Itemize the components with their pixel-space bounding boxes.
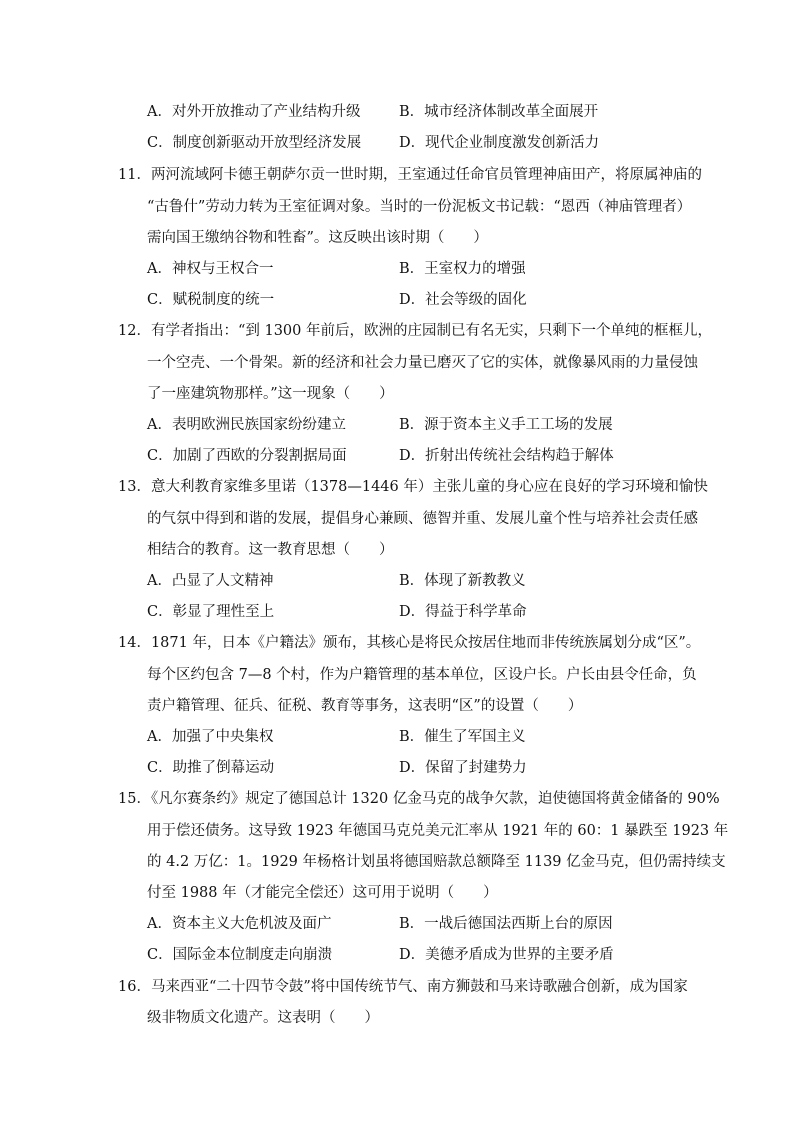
question-14-stem-line-2: 每个区约包含 7—8 个村，作为户籍管理的基本单位，区设户长。户长由县令任命，负 [147, 667, 697, 683]
option-12-c: C．加剧了西欧的分裂割据局面 [147, 448, 347, 464]
option-15-a: A．资本主义大危机波及面广 [147, 916, 332, 932]
question-14-stem-line-3: 责户籍管理、征兵、征税、教育等事务，这表明“区”的设置（ ） [147, 698, 583, 714]
option-11-c: C．赋税制度的统一 [147, 292, 275, 308]
option-10-d: D．现代企业制度激发创新活力 [399, 135, 600, 151]
option-10-b: B．城市经济体制改革全面展开 [399, 104, 599, 120]
option-15-d: D．美德矛盾成为世界的主要矛盾 [399, 947, 614, 963]
question-16-stem-line-2: 级非物质文化遗产。这表明（ ） [147, 1010, 379, 1026]
option-14-d: D．保留了封建势力 [399, 760, 527, 776]
option-12-b: B．源于资本主义手工工场的发展 [399, 417, 613, 433]
option-11-d: D．社会等级的固化 [399, 292, 527, 308]
option-11-b: B．王室权力的增强 [399, 261, 526, 277]
option-15-b: B．一战后德国法西斯上台的原因 [399, 916, 613, 932]
question-15-stem-line-4: 付至 1988 年（才能完全偿还）这可用于说明（ ） [147, 885, 498, 901]
question-11-stem-line-3: 需向国王缴纳谷物和牲畜”。这反映出该时期（ ） [147, 230, 488, 246]
option-12-a: A．表明欧洲民族国家纷纷建立 [147, 417, 346, 433]
question-15-stem-line-2: 用于偿还债务。这导致 1923 年德国马克兑美元汇率从 1921 年的 60：1 暴跌至 1923 年 [147, 823, 729, 839]
question-16-stem-line-1: 16．马来西亚“二十四节令鼓”将中国传统节气、南方狮鼓和马来诗歌融合创新，成为国家 [118, 979, 688, 995]
question-12-stem-line-1: 12．有学者指出：“到 1300 年前后，欧洲的庄园制已有名无实，只剩下一个单纯的框框儿， [118, 323, 712, 339]
question-12-stem-line-2: 一个空壳、一个骨架。新的经济和社会力量已磨灭了它的实体，就像暴风雨的力量侵蚀 [147, 355, 698, 371]
question-13-stem-line-2: 的气氛中得到和谐的发展，提倡身心兼顾、德智并重、发展儿童个性与培养社会责任感 [147, 511, 698, 527]
question-13-stem-line-3: 相结合的教育。这一教育思想（ ） [147, 542, 394, 558]
option-13-b: B．体现了新教教义 [399, 573, 526, 589]
question-11-stem-line-1: 11．两河流域阿卡德王朝萨尔贡一世时期，王室通过任命官员管理神庙田产，将原属神庙的 [118, 167, 702, 183]
question-12-stem-line-3: 了一座建筑物那样。”这一现象（ ） [147, 386, 394, 402]
option-10-a: A．对外开放推动了产业结构升级 [147, 104, 361, 120]
option-13-c: C．彰显了理性至上 [147, 604, 275, 620]
option-14-b: B．催生了军国主义 [399, 729, 526, 745]
question-11-stem-line-2: “古鲁什”劳动力转为王室征调对象。当时的一份泥板文书记载：“恩西（神庙管理者） [147, 199, 692, 215]
question-13-stem-line-1: 13．意大利教育家维多里诺（1378—1446 年）主张儿童的身心应在良好的学习环境和愉快 [118, 479, 708, 495]
question-15-stem-line-3: 的 4.2 万亿：1。1929 年杨格计划虽将德国赔款总额降至 1139 亿金马克，但仍需持续支 [147, 854, 726, 870]
option-13-d: D．得益于科学革命 [399, 604, 527, 620]
option-12-d: D．折射出传统社会结构趋于解体 [399, 448, 614, 464]
option-13-a: A．凸显了人文精神 [147, 573, 274, 589]
question-15-stem-line-1: 15．《凡尔赛条约》规定了德国总计 1320 亿金马克的战争欠款，迫使德国将黄金储备的 90% [118, 791, 720, 807]
option-15-c: C．国际金本位制度走向崩溃 [147, 947, 333, 963]
option-14-c: C．助推了倒幕运动 [147, 760, 275, 776]
option-11-a: A．神权与王权合一 [147, 261, 274, 277]
question-14-stem-line-1: 14．1871 年，日本《户籍法》颁布，其核心是将民众按居住地而非传统族属划分成“区”。 [118, 635, 701, 651]
option-10-c: C．制度创新驱动开放型经济发展 [147, 135, 362, 151]
option-14-a: A．加强了中央集权 [147, 729, 274, 745]
